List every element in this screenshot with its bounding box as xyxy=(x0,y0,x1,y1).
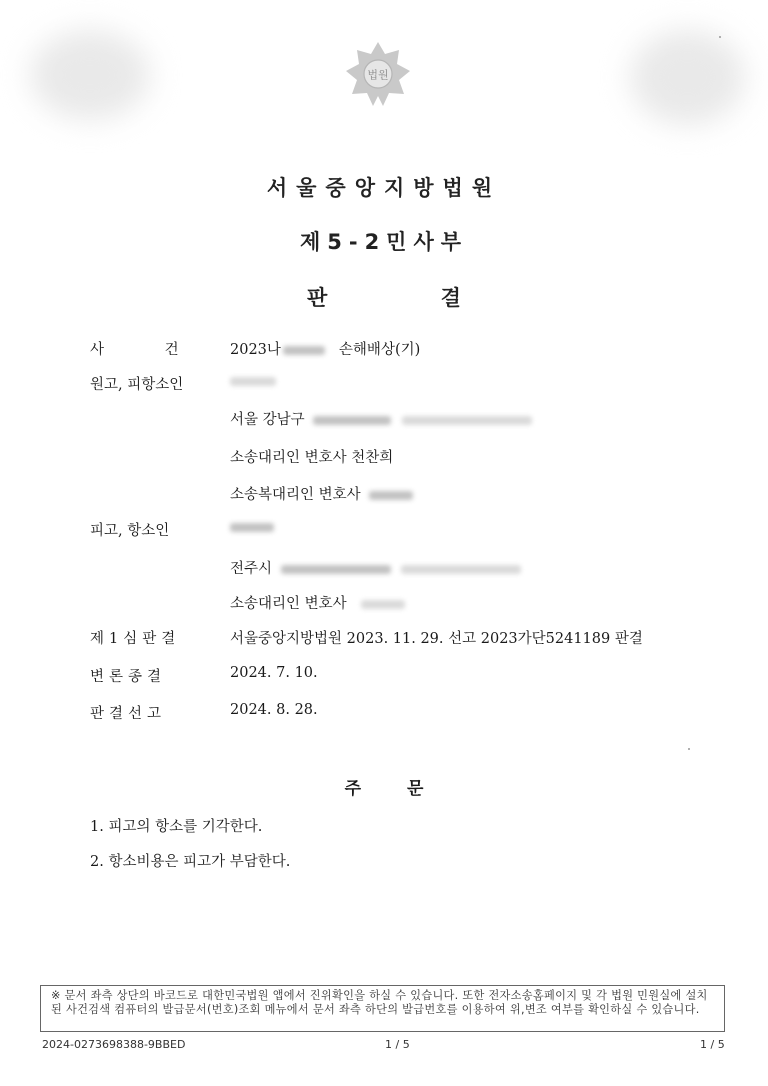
barcode-area-right xyxy=(630,30,745,125)
redacted-plaintiff-address-2 xyxy=(402,416,532,425)
redacted-defendant-address-2 xyxy=(401,565,521,574)
plaintiff-address-line xyxy=(230,408,532,429)
defendant-name xyxy=(230,519,274,535)
page-number-right: 1 / 5 xyxy=(700,1038,725,1051)
redacted-plaintiff-address xyxy=(313,416,391,425)
redacted-defendant-address xyxy=(281,565,391,574)
plaintiff-sub-attorney-line xyxy=(230,483,413,504)
defendant-address: 전주시 xyxy=(230,561,273,577)
plaintiff-sub-attorney: 소송복대리인 변호사 xyxy=(230,487,361,503)
plaintiff-address: 서울 강남구 xyxy=(230,412,305,428)
page-number: 1 / 5 xyxy=(385,1038,410,1051)
closing-date: 2024. 7. 10. xyxy=(230,665,318,681)
verdict-date: 2024. 8. 28. xyxy=(230,702,318,718)
redacted-case-number xyxy=(283,346,325,355)
scan-mark xyxy=(719,36,721,38)
court-emblem-icon xyxy=(344,40,412,108)
order-item: 1. 피고의 항소를 기각한다. xyxy=(90,819,263,835)
case-number: 2023나 xyxy=(230,342,281,358)
redacted-defendant-attorney xyxy=(361,600,405,609)
court-name: 서울중앙지방법원 xyxy=(266,176,502,200)
defendant-attorney-line xyxy=(230,592,405,613)
verification-notice: ※ 문서 좌측 상단의 바코드로 대한민국법원 앱에서 진위확인을 하실 수 있습니다. 또한 전자소송홈페이지 및 각 법원 민원실에 설치된 사건검색 컴퓨터의 발급문서(번호)조회 메뉴에서 문서 좌측 하단의 발급번호를 이용하여 위,변조 여부를 확인하실 수 있습니다. xyxy=(40,985,725,1032)
defendant-address-line xyxy=(230,557,521,578)
case-name: 손해배상(기) xyxy=(338,342,421,358)
verdict-label: 판결선고 xyxy=(90,706,167,722)
closing-label: 변론종결 xyxy=(90,669,167,685)
defendant-attorney: 소송대리인 변호사 xyxy=(230,596,347,612)
scan-mark xyxy=(688,748,690,750)
case-label: 사 건 xyxy=(90,342,179,358)
defendant-label: 피고, 항소인 xyxy=(90,523,170,539)
redacted-defendant-name xyxy=(230,523,274,532)
case-line xyxy=(230,338,420,359)
emblem-text: 법원 xyxy=(367,68,389,82)
barcode-area-left xyxy=(30,30,150,120)
order-heading: 주 문 xyxy=(344,779,424,799)
plaintiff-label: 원고, 피항소인 xyxy=(90,377,184,393)
first-judgment: 서울중앙지방법원 2023. 11. 29. 선고 2023가단5241189 판결 xyxy=(230,631,643,647)
order-item: 2. 항소비용은 피고가 부담한다. xyxy=(90,854,291,870)
issue-number: 2024-0273698388-9BBED xyxy=(42,1038,186,1051)
division-name: 제5-2민사부 xyxy=(299,230,469,254)
document-type: 판 결 xyxy=(307,286,461,310)
redacted-sub-attorney-name xyxy=(369,491,413,500)
redacted-plaintiff-name xyxy=(230,377,276,386)
first-judgment-label: 제1심판결 xyxy=(90,631,181,647)
plaintiff-name xyxy=(230,373,276,389)
plaintiff-attorney: 소송대리인 변호사 천찬희 xyxy=(230,450,394,466)
